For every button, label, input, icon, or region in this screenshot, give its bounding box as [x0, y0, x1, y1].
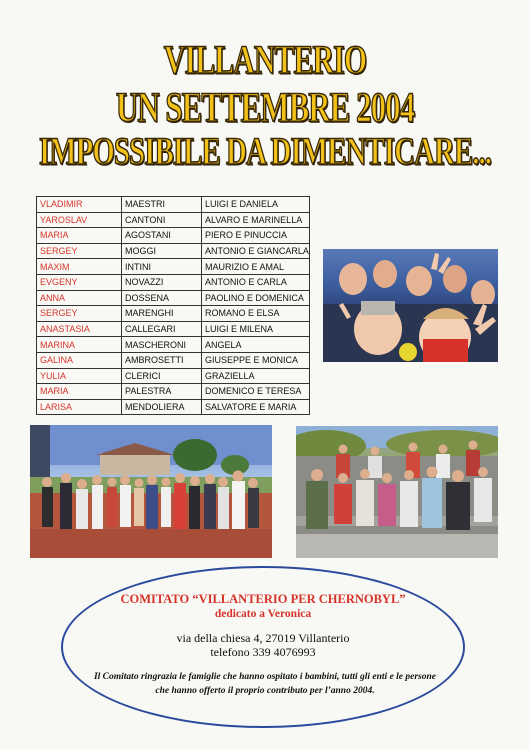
host-surname-cell: NOVAZZI	[122, 274, 202, 290]
child-name-cell: LARISA	[37, 399, 122, 415]
host-surname-cell: PALESTRA	[122, 384, 202, 400]
host-surname-cell: MARENGHI	[122, 306, 202, 322]
child-name-cell: EVGENY	[37, 274, 122, 290]
child-name-cell: MARIA	[37, 228, 122, 244]
host-families-table	[36, 196, 310, 415]
host-parents-cell: DOMENICO E TERESA	[202, 384, 310, 400]
table-row	[37, 399, 310, 415]
host-parents-cell: SALVATORE E MARIA	[202, 399, 310, 415]
committee-thanks: Il Comitato ringrazia le famiglie che hanno ospitato i bambini, tutti gli enti e le persone che hanno offerto il proprio contributo per l’anno 2004.	[93, 672, 437, 696]
committee-dedication: dedicato a Veronica	[214, 608, 312, 620]
child-name-cell: GALINA	[37, 352, 122, 368]
host-parents-cell: GIUSEPPE E MONICA	[202, 352, 310, 368]
host-surname-cell: AGOSTANI	[122, 228, 202, 244]
table-row	[37, 259, 310, 275]
host-surname-cell: MENDOLIERA	[122, 399, 202, 415]
host-surname-cell: MAESTRI	[122, 197, 202, 213]
table-row	[37, 337, 310, 353]
committee-name: COMITATO “VILLANTERIO PER CHERNOBYL”	[120, 592, 406, 606]
table-row	[37, 306, 310, 322]
host-parents-cell: ANTONIO E GIANCARLA	[202, 243, 310, 259]
committee-phone: telefono 339 4076993	[210, 645, 316, 659]
table-row	[37, 274, 310, 290]
host-parents-cell: GRAZIELLA	[202, 368, 310, 384]
group-photo-steps	[296, 426, 498, 558]
table-row	[37, 197, 310, 213]
child-name-cell: MARINA	[37, 337, 122, 353]
child-name-cell: YULIA	[37, 368, 122, 384]
child-name-cell: SERGEY	[37, 243, 122, 259]
table-row	[37, 352, 310, 368]
host-surname-cell: AMBROSETTI	[122, 352, 202, 368]
host-surname-cell: DOSSENA	[122, 290, 202, 306]
group-photo-court	[30, 425, 272, 558]
child-name-cell: MAXIM	[37, 259, 122, 275]
table-row	[37, 290, 310, 306]
host-parents-cell: ROMANO E ELSA	[202, 306, 310, 322]
child-name-cell: MARIA	[37, 384, 122, 400]
host-families-table-body	[37, 197, 310, 415]
host-surname-cell: CANTONI	[122, 212, 202, 228]
table-row	[37, 228, 310, 244]
host-parents-cell: ANGELA	[202, 337, 310, 353]
child-name-cell: ANNA	[37, 290, 122, 306]
host-surname-cell: MOGGI	[122, 243, 202, 259]
host-parents-cell: PAOLINO E DOMENICA	[202, 290, 310, 306]
children-waving-photo	[323, 249, 498, 362]
child-name-cell: YAROSLAV	[37, 212, 122, 228]
host-surname-cell: MASCHERONI	[122, 337, 202, 353]
committee-info-oval	[61, 566, 465, 728]
table-row	[37, 368, 310, 384]
host-parents-cell: LUIGI E DANIELA	[202, 197, 310, 213]
host-parents-cell: MAURIZIO E AMAL	[202, 259, 310, 275]
table-row	[37, 212, 310, 228]
title-line-3: IMPOSSIBILE DA DIMENTICARE...	[38, 130, 491, 174]
title-line-1: VILLANTERIO	[163, 38, 367, 83]
child-name-cell: SERGEY	[37, 306, 122, 322]
host-surname-cell: INTINI	[122, 259, 202, 275]
child-name-cell: ANASTASIA	[37, 321, 122, 337]
title-line-2: UN SETTEMBRE 2004	[115, 83, 415, 131]
host-surname-cell: CALLEGARI	[122, 321, 202, 337]
host-surname-cell: CLERICI	[122, 368, 202, 384]
table-row	[37, 384, 310, 400]
host-parents-cell: ANTONIO E CARLA	[202, 274, 310, 290]
table-row	[37, 321, 310, 337]
host-parents-cell: LUIGI E MILENA	[202, 321, 310, 337]
child-name-cell: VLADIMIR	[37, 197, 122, 213]
host-parents-cell: ALVARO E MARINELLA	[202, 212, 310, 228]
committee-address: via della chiesa 4, 27019 Villanterio	[176, 631, 350, 645]
table-row	[37, 243, 310, 259]
host-parents-cell: PIERO E PINUCCIA	[202, 228, 310, 244]
